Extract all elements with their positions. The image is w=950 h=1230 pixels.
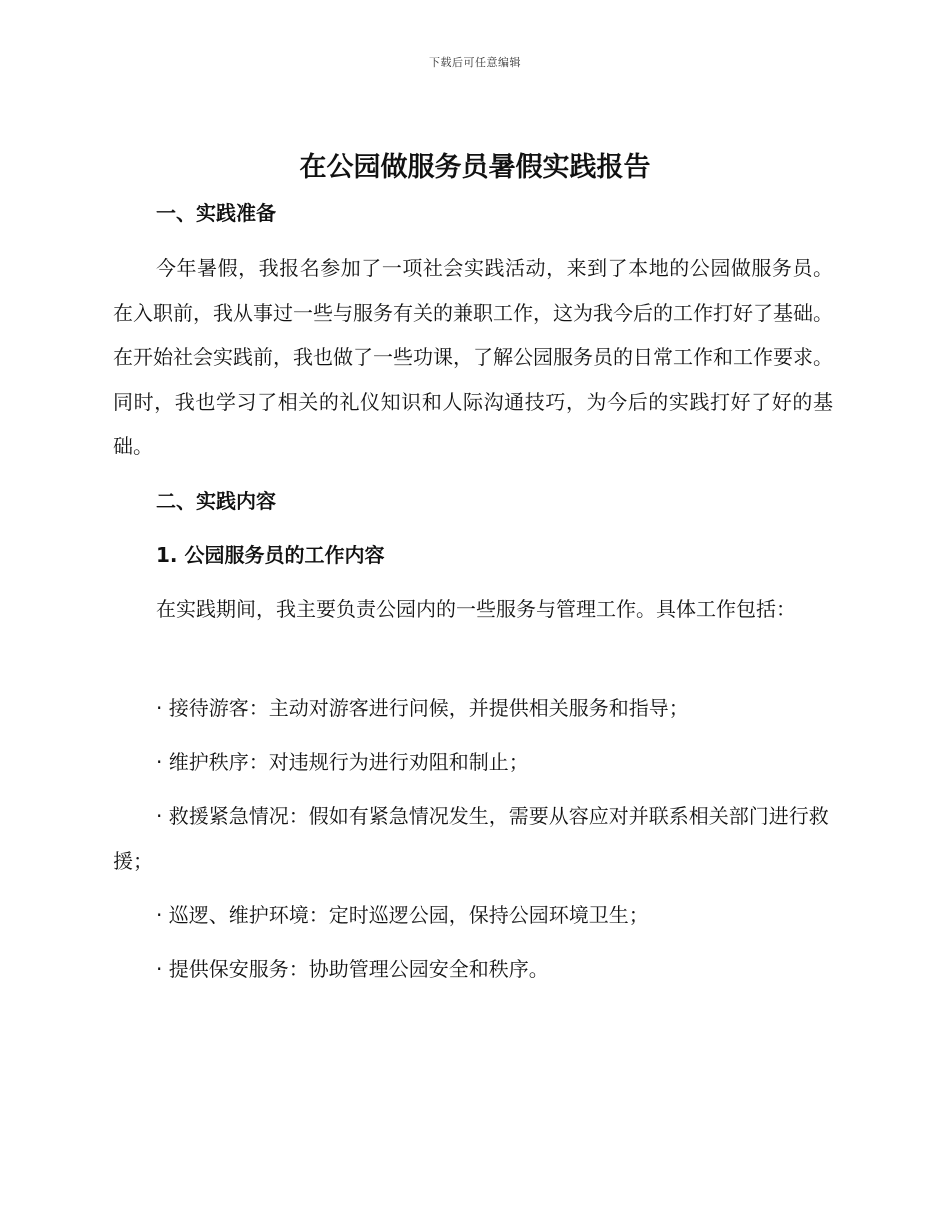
paragraph-work-intro: 在实践期间，我主要负责公园内的一些服务与管理工作。具体工作包括： [156, 597, 796, 621]
subheading-work-content: 1. 公园服务员的工作内容 [156, 543, 385, 567]
list-item: · 巡逻、维护环境：定时巡逻公园，保持公园环境卫生； [156, 903, 649, 927]
list-item: · 提供保安服务：协助管理公园安全和秩序。 [156, 957, 549, 981]
list-item: · 维护秩序：对违规行为进行劝阻和制止； [156, 750, 529, 774]
header-note: 下载后可任意编辑 [429, 56, 521, 69]
paragraph-preparation: 今年暑假，我报名参加了一项社会实践活动，来到了本地的公园做服务员。在入职前，我从事过一些与服务有关的兼职工作，这为我今后的工作打好了基础。在开始社会实践前，我也做了一些功课，了解公园服务员的日常工作和工作要求。同时，我也学习了相关的礼仪知识和人际沟通技巧，为今后的实践打好了好的基础。 [113, 256, 833, 459]
section-heading-content: 二、实践内容 [156, 489, 276, 513]
list-item: · 接待游客：主动对游客进行问候，并提供相关服务和指导； [156, 696, 689, 720]
page-title: 在公园做服务员暑假实践报告 [299, 152, 651, 183]
section-heading-preparation: 一、实践准备 [156, 201, 276, 225]
list-item: · 救援紧急情况：假如有紧急情况发生，需要从容应对并联系相关部门进行救援； [113, 804, 829, 873]
